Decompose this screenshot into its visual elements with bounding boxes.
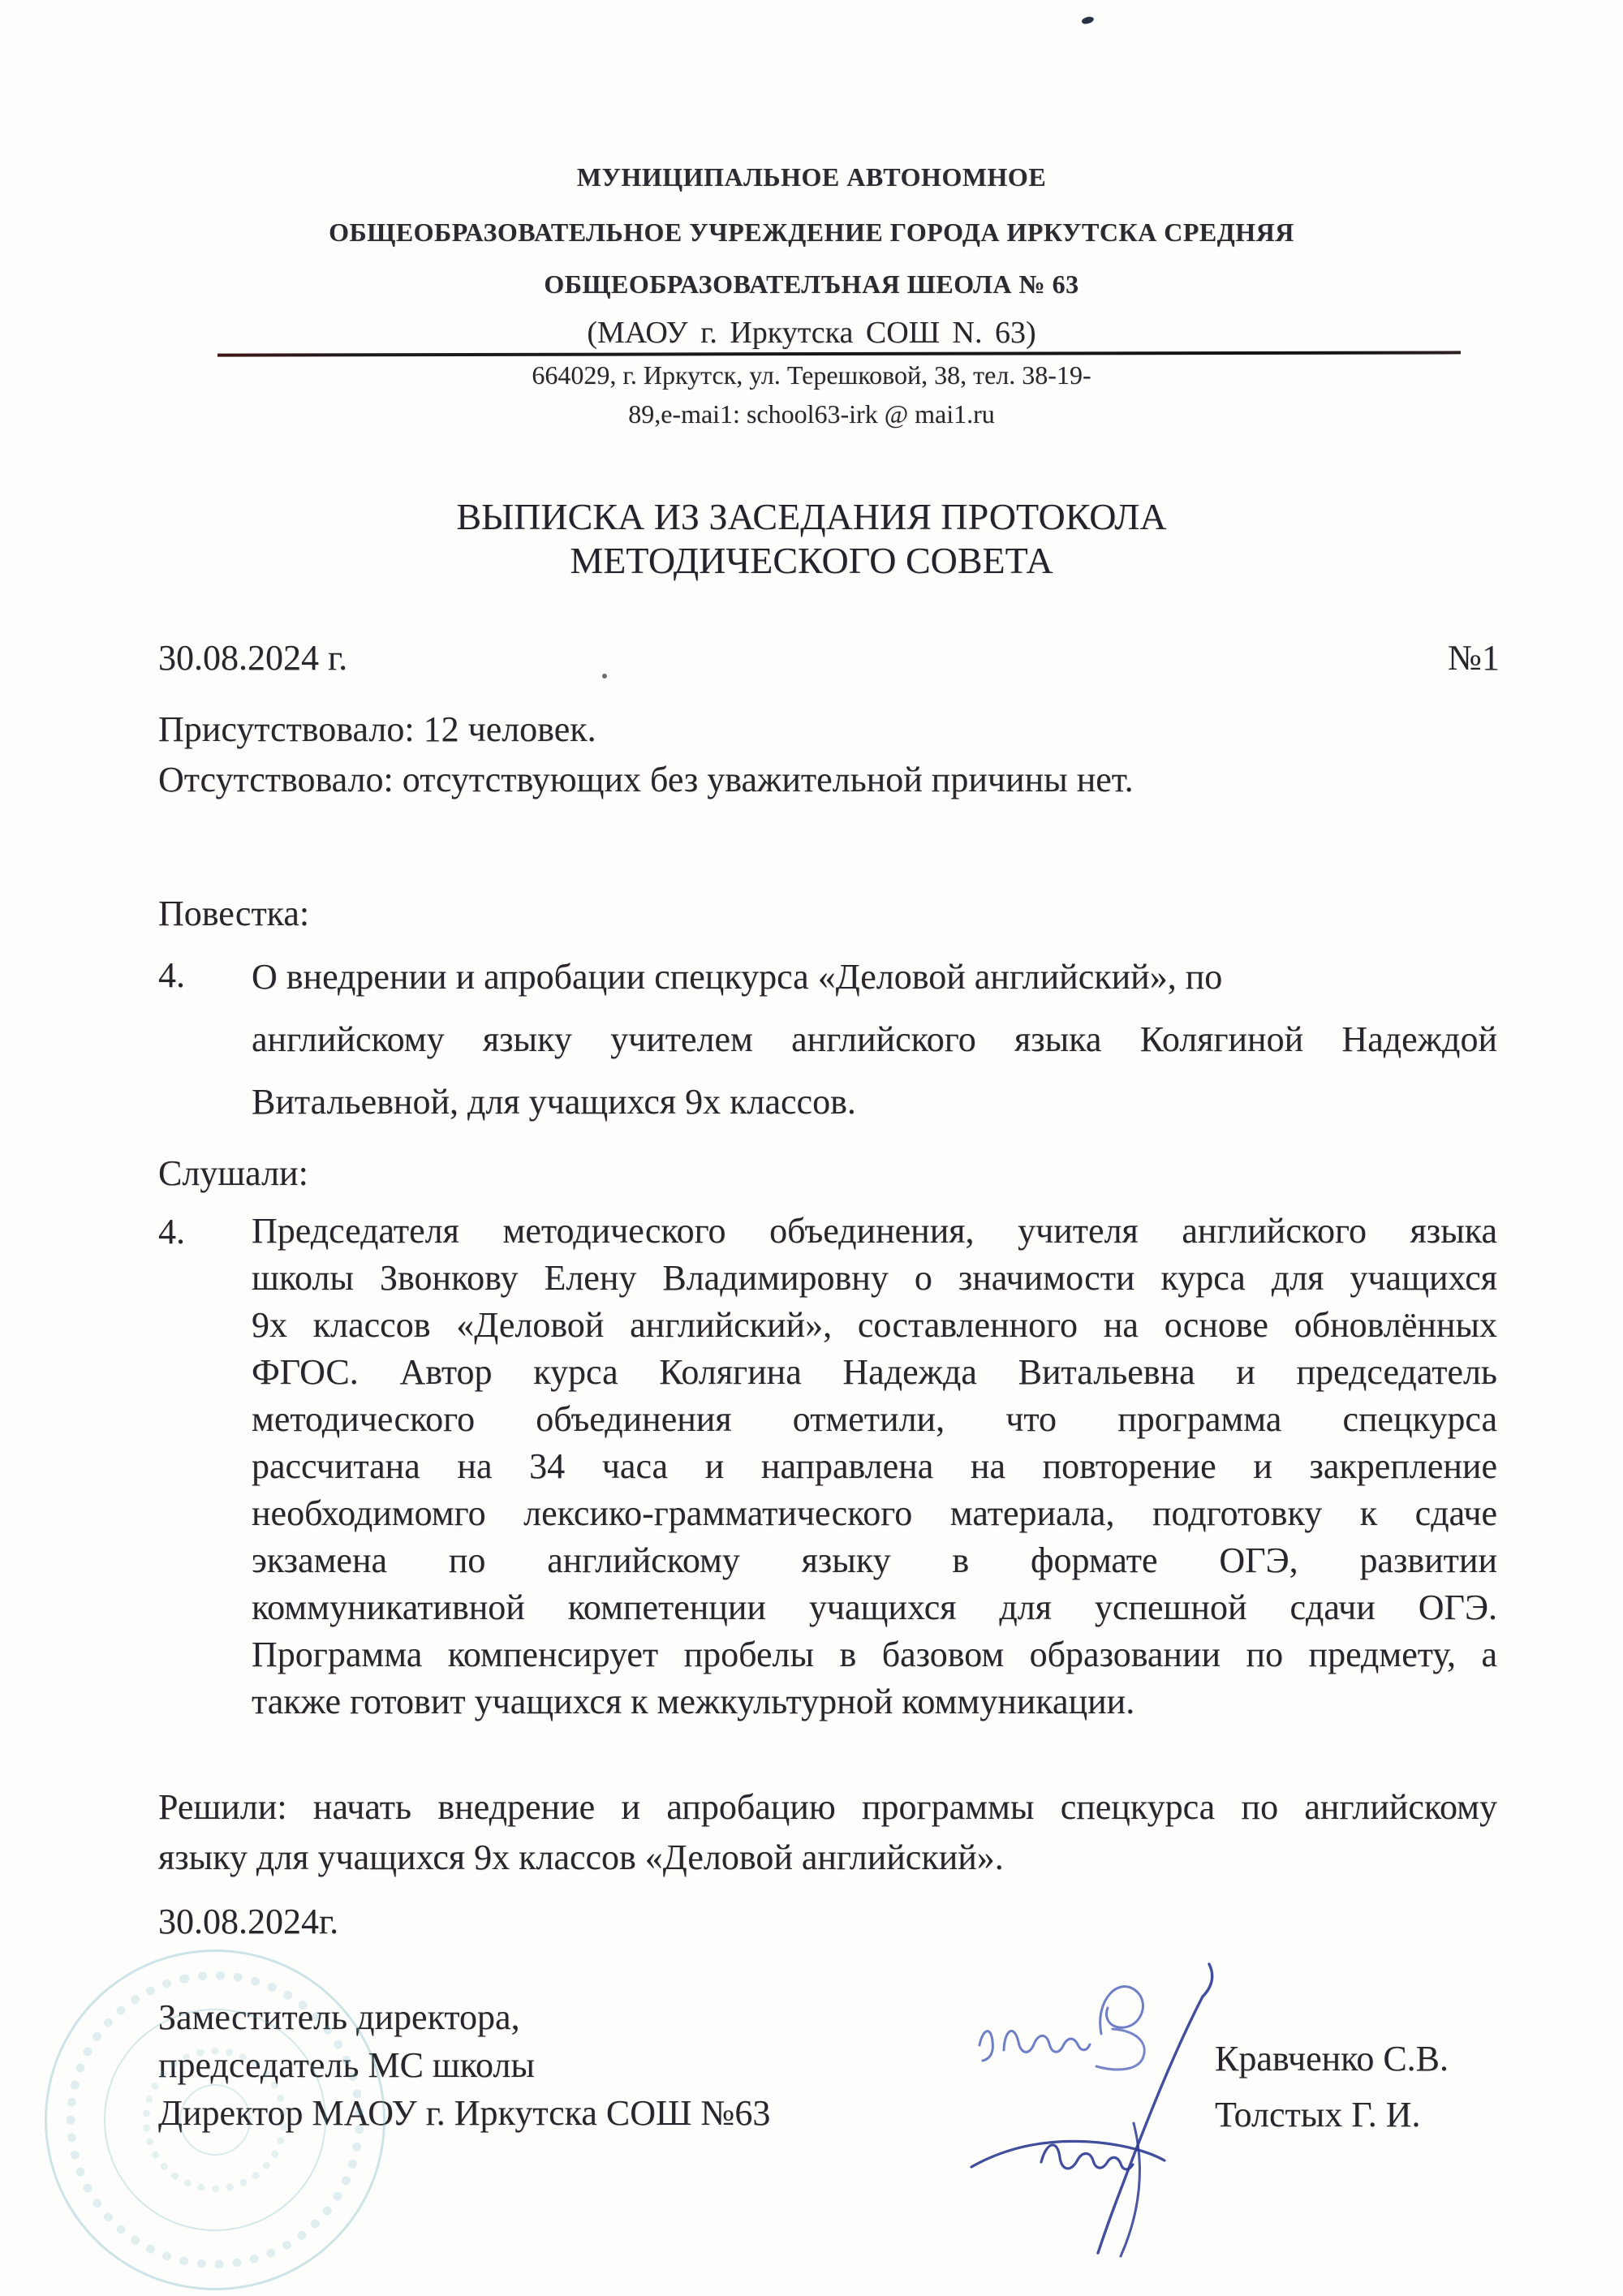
org-name-line-1: МУНИЦИПАЛЬНОЕ АВТОНОМНОЕ — [576, 162, 1047, 192]
signatory-names — [1215, 2031, 1449, 2143]
heard-line: также готовит учащихся к межкультурной коммуникации. — [252, 1682, 1135, 1721]
agenda-line: английскому языку учителем английского языка Колягиной Надеждой — [252, 1019, 1497, 1059]
heard-line: методического объединения отметили, что программа спецкурса — [252, 1399, 1497, 1439]
signatory-name: Кравченко С.В. — [1215, 2039, 1449, 2078]
heard-line: коммуникативной компетенции учащихся для успешной сдачи ОГЭ. — [252, 1587, 1497, 1627]
heard-item-number: 4. — [158, 1212, 185, 1251]
ink-speck — [1081, 15, 1095, 25]
document-title — [142, 495, 1481, 583]
decision-line: Решили: начать внедрение и апробацию программы спецкурса по английскому — [158, 1787, 1497, 1827]
agenda-heading: Повестка: — [158, 894, 310, 933]
heard-line: Председателя методического объединения, учителя английского языка — [252, 1211, 1497, 1251]
document-date: 30.08.2024 г. — [158, 638, 348, 678]
attendance-block — [158, 704, 1497, 805]
heard-heading: Слушали: — [158, 1153, 308, 1193]
decision-line: языку для учащихся 9х классов «Деловой английский». — [158, 1837, 1004, 1877]
org-name-line-2: ОБЩЕОБРАЗОВАТЕЛЬНОЕ УЧРЕЖДЕНИЕ ГОРОДА ИРКУТСКА СРЕДНЯЯ — [329, 218, 1294, 247]
org-address-line-2: 89,e-mai1: school63-irk @ mai1.ru — [628, 399, 995, 429]
heard-line: ФГОС. Автор курса Колягина Надежда Витальевна и председатель — [252, 1352, 1497, 1392]
attendance-present: Присутствовало: 12 человек. — [158, 709, 596, 749]
heard-line: необходимомго лексико-грамматического материала, подготовку к сдаче — [252, 1493, 1497, 1533]
scan-dot — [602, 674, 607, 678]
document-title-line-2: МЕТОДИЧЕСКОГО СОВЕТА — [570, 540, 1053, 581]
document-title-line-1: ВЫПИСКА ИЗ ЗАСЕДАНИЯ ПРОТОКОЛА — [456, 496, 1167, 537]
protocol-number: №1 — [1448, 638, 1500, 678]
signature-ink — [962, 1954, 1238, 2259]
heard-line: школы Звонкову Елену Владимировну о значимости курса для учащихся — [252, 1258, 1497, 1298]
signature-role-line: Заместитель директора, — [158, 1997, 520, 2037]
heard-item-text — [252, 1208, 1497, 1725]
org-name-line-3: ОБЩЕОБРАЗОВАТЕЛЪНАЯ ШЕОЛА № 63 — [544, 269, 1079, 299]
decision-block — [158, 1782, 1497, 1883]
header-divider — [217, 351, 1461, 356]
attendance-absent: Отсутствовало: отсутствующих без уважительной причины нет. — [158, 760, 1134, 799]
agenda-line: Витальевной, для учащихся 9х классов. — [252, 1082, 856, 1122]
heard-line: 9х классов «Деловой английский», составленного на основе обновлённых — [252, 1305, 1497, 1345]
heard-line: экзамена по английскому языку в формате ОГЭ, развитии — [252, 1540, 1497, 1580]
heard-line: рассчитана на 34 часа и направлена на повторение и закрепление — [252, 1446, 1497, 1486]
agenda-item-number: 4. — [158, 955, 185, 995]
org-address-line-1: 664029, г. Иркутск, ул. Терешковой, 38, тел. 38-19- — [532, 360, 1091, 390]
org-short-name: (МАОУ г. Иркутска СОШ N. 63) — [587, 316, 1036, 350]
agenda-line: О внедрении и апробации спецкурса «Деловой английский», по — [252, 957, 1223, 997]
signature-role-line: Директор МАОУ г. Иркутска СОШ №63 — [158, 2093, 771, 2133]
agenda-item-text — [252, 953, 1497, 1140]
stamp-seal — [13, 1918, 417, 2296]
signatory-name: Толстых Г. И. — [1215, 2095, 1421, 2134]
signature-role-line: председатель МС школы — [158, 2045, 535, 2085]
heard-line: Программа компенсирует пробелы в базовом образовании по предмету, а — [252, 1635, 1497, 1674]
closing-date: 30.08.2024г. — [158, 1902, 339, 1941]
